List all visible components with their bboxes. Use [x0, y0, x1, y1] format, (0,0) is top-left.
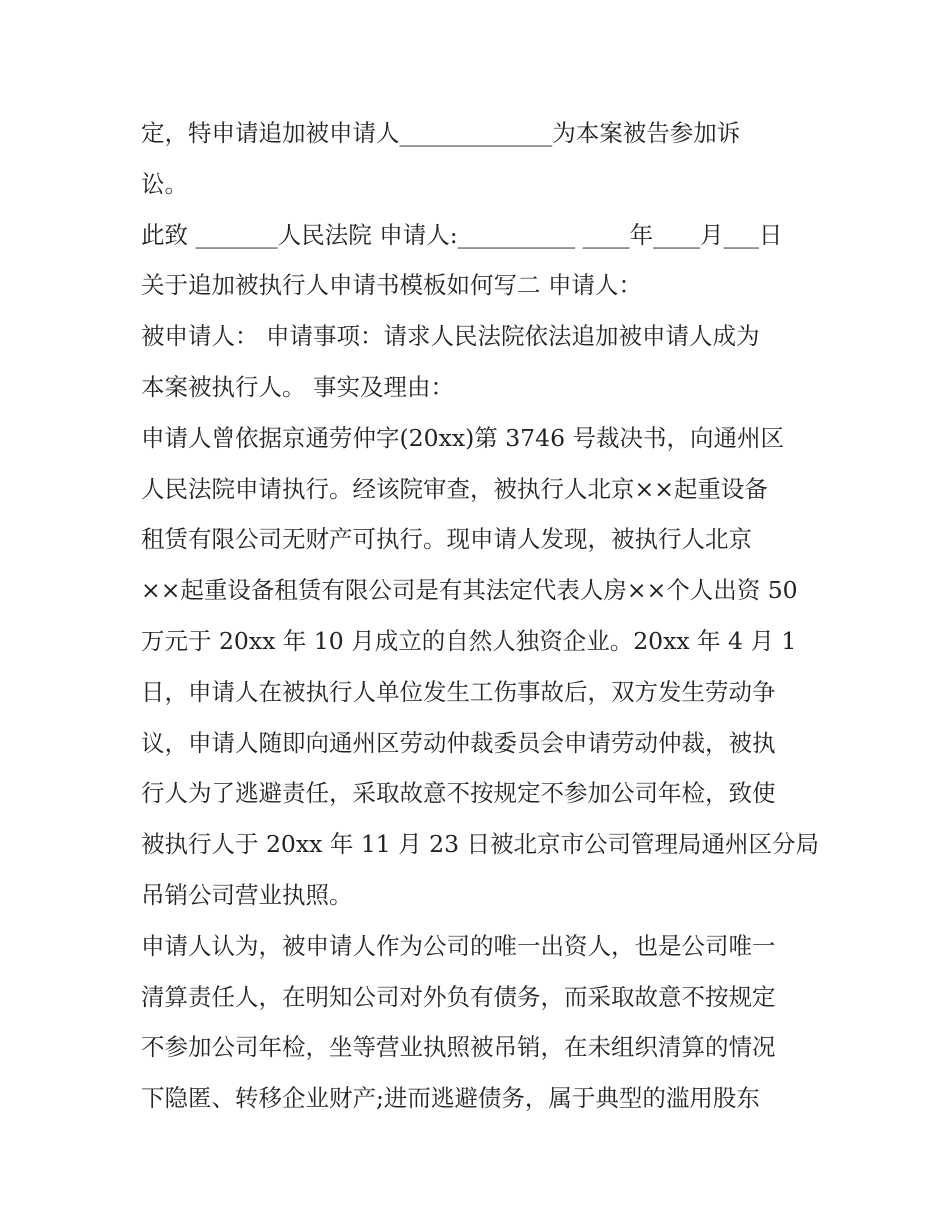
text-line: 租赁有限公司无财产可执行。现申请人发现，被执行人北京: [141, 525, 752, 554]
text-line: 日，申请人在被执行人单位发生工伤事故后，双方发生劳动争: [141, 677, 776, 706]
text-line: 人民法院申请执行。经该院审查，被执行人北京××起重设备: [141, 474, 768, 503]
text-line: 万元于 20xx 年 10 月成立的自然人独资企业。20xx 年 4 月 1: [141, 626, 797, 655]
text-line: 议，申请人随即向通州区劳动仲裁委员会申请劳动仲裁，被执: [141, 728, 776, 757]
text-line: 此致 _______人民法院 申请人:__________ ____年____月___日: [141, 220, 783, 249]
text-line: 清算责任人，在明知公司对外负有债务，而采取故意不按规定: [141, 982, 776, 1011]
text-line: 被执行人于 20xx 年 11 月 23 日被北京市公司管理局通州区分局: [141, 830, 820, 859]
document-body: [141, 108, 821, 1124]
text-line: 被申请人： 申请事项：请求人民法院依法追加被申请人成为: [141, 322, 760, 351]
text-line: 申请人曾依据京通劳仲字(20xx)第 3746 号裁决书，向通州区: [141, 423, 784, 452]
text-line: 定，特申请追加被申请人_____________为本案被告参加诉: [141, 119, 741, 147]
text-line: 讼。: [141, 169, 188, 198]
text-line: 下隐匿、转移企业财产;进而逃避债务，属于典型的滥用股东: [141, 1084, 760, 1113]
text-line: 行人为了逃避责任，采取故意不按规定不参加公司年检，致使: [141, 779, 776, 808]
text-line: 本案被执行人。 事实及理由：: [141, 372, 454, 401]
text-line: 申请人认为，被申请人作为公司的唯一出资人，也是公司唯一: [141, 931, 776, 960]
text-line: 吊销公司营业执照。: [141, 880, 353, 909]
text-line: 不参加公司年检，坐等营业执照被吊销，在未组织清算的情况: [141, 1033, 776, 1062]
text-line: ××起重设备租赁有限公司是有其法定代表人房××个人出资 50: [141, 576, 798, 605]
text-line: 关于追加被执行人申请书模板如何写二 申请人：: [141, 271, 642, 300]
